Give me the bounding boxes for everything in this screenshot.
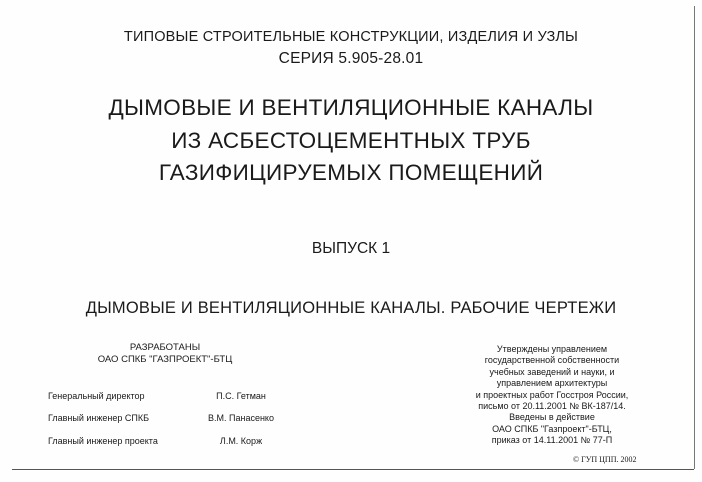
- approval-line: государственной собственности: [484, 355, 620, 366]
- document-subtitle: ДЫМОВЫЕ И ВЕНТИЛЯЦИОННЫЕ КАНАЛЫ. РАБОЧИЕ ЧЕРТЕЖИ: [85, 299, 617, 317]
- developer-organization: ОАО СПКБ "ГАЗПРОЕКТ"-БТЦ: [97, 354, 233, 365]
- title-line-3: ГАЗИФИЦИРУЕМЫХ ПОМЕЩЕНИЙ: [158, 160, 544, 185]
- signatory-name: П.С. Гетман: [216, 391, 266, 401]
- issue-number: ВЫПУСК 1: [311, 240, 391, 257]
- frame-border-right: [694, 6, 695, 469]
- title-line-2: ИЗ АСБЕСТОЦЕМЕНТНЫХ ТРУБ: [171, 128, 531, 153]
- signatory-role: Главный инженер СПКБ: [48, 413, 149, 423]
- developers-heading: РАЗРАБОТАНЫ: [129, 342, 201, 353]
- approval-line: Введены в действие: [509, 412, 595, 423]
- approval-line: Утверждены управлением: [496, 344, 608, 354]
- signatory-role: Главный инженер проекта: [48, 436, 158, 446]
- approval-line: управлением архитектуры: [496, 378, 608, 389]
- signatory-role: Генеральный директор: [48, 391, 145, 401]
- approval-line: ОАО СПКБ "Газпроект"-БТЦ,: [492, 423, 612, 434]
- approval-line: письмо от 20.11.2001 № ВК-187/14.: [478, 401, 626, 412]
- series-code: СЕРИЯ 5.905-28.01: [278, 50, 424, 67]
- approval-line: учебных заведений и науки, и: [489, 366, 615, 377]
- signatory-name: Л.М. Корж: [219, 436, 263, 446]
- title-line-1: ДЫМОВЫЕ И ВЕНТИЛЯЦИОННЫЕ КАНАЛЫ: [108, 95, 594, 120]
- approval-block: [432, 344, 672, 447]
- series-header: ТИПОВЫЕ СТРОИТЕЛЬНЫЕ КОНСТРУКЦИИ, ИЗДЕЛИЯ И УЗЛЫ: [123, 29, 579, 45]
- approval-line: приказ от 14.11.2001 № 77-П: [491, 435, 613, 446]
- signatory-name: В.М. Панасенко: [208, 413, 274, 423]
- approval-line: и проектных работ Госстроя России,: [475, 389, 629, 400]
- copyright-notice: © ГУП ЦПП. 2002: [573, 455, 637, 464]
- frame-border-bottom: [12, 469, 694, 470]
